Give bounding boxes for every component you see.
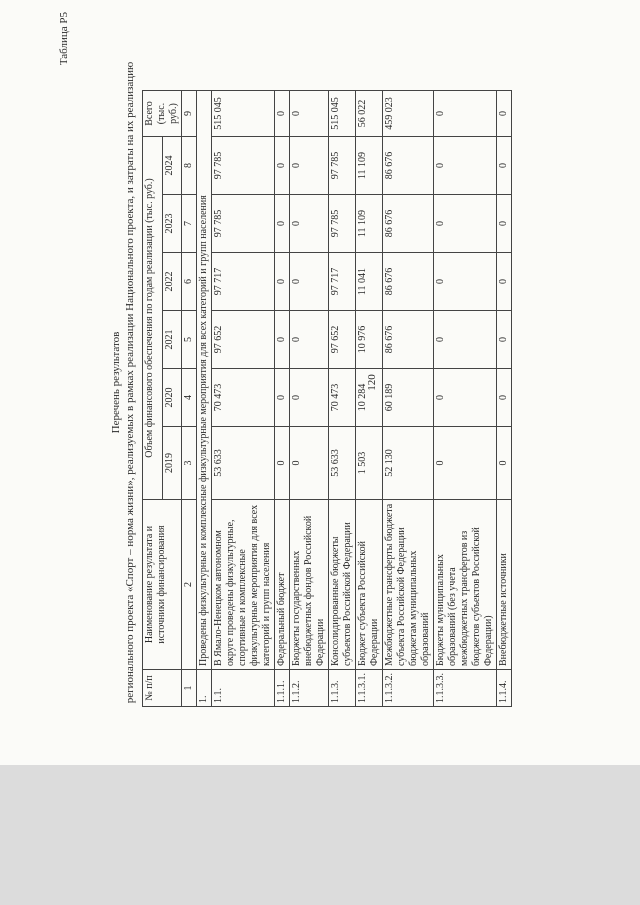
row-total: 0	[434, 91, 497, 137]
row-value: 86 676	[383, 253, 434, 311]
row-total: 0	[290, 91, 329, 137]
row-value: 11 109	[356, 195, 383, 253]
header-year: 2024	[162, 137, 182, 195]
row-value: 97 717	[212, 253, 275, 311]
row-value: 0	[434, 311, 497, 369]
row-total: 515 045	[329, 91, 356, 137]
row-value: 0	[434, 195, 497, 253]
row-value: 53 633	[212, 427, 275, 500]
row-num: 1.1.3.1.	[356, 670, 383, 707]
table-row	[329, 91, 356, 707]
row-value: 60 189	[383, 369, 434, 427]
col-number: 3	[182, 427, 197, 500]
row-total: 0	[275, 91, 290, 137]
row-value: 0	[434, 253, 497, 311]
row-value: 0	[434, 427, 497, 500]
column-numbers-row	[182, 91, 197, 707]
col-number: 1	[182, 670, 197, 707]
table-row	[290, 91, 329, 707]
section-text: Проведены физкультурные и комплексные физкультурные мероприятия для всех категорий и групп населения	[197, 91, 212, 670]
table-row	[434, 91, 497, 707]
row-total: 0	[497, 91, 512, 137]
row-value: 0	[497, 253, 512, 311]
col-number: 2	[182, 500, 197, 670]
row-value: 70 473	[212, 369, 275, 427]
row-name: В Ямало-Ненецком автономном округе проведены физкультурные, спортивные и комплексные физкультурные мероприятия для всех категорий и групп населения	[212, 500, 275, 670]
row-name: Бюджеты муниципальных образований (без учета межбюджетных трансфертов из бюджетов субъектов Российской Федерации)	[434, 500, 497, 670]
row-value: 0	[290, 369, 329, 427]
col-number: 6	[182, 253, 197, 311]
row-name: Консолидированные бюджеты субъектов Российской Федерации	[329, 500, 356, 670]
row-value: 97 652	[212, 311, 275, 369]
table-row	[497, 91, 512, 707]
header-year: 2020	[162, 369, 182, 427]
row-value: 0	[290, 427, 329, 500]
header-year: 2021	[162, 311, 182, 369]
row-value: 1 503	[356, 427, 383, 500]
row-value: 97 717	[329, 253, 356, 311]
row-name: Бюджет субъекта Российской Федерации	[356, 500, 383, 670]
row-value: 10 284	[356, 369, 383, 427]
row-value: 0	[290, 253, 329, 311]
col-number: 5	[182, 311, 197, 369]
row-value: 97 785	[212, 137, 275, 195]
col-number: 8	[182, 137, 197, 195]
row-name: Федеральный бюджет	[275, 500, 290, 670]
row-value: 0	[497, 311, 512, 369]
row-value: 0	[275, 137, 290, 195]
row-name: Внебюджетные источники	[497, 500, 512, 670]
row-num: 1.1.	[212, 670, 275, 707]
row-value: 97 785	[212, 195, 275, 253]
row-value: 0	[497, 137, 512, 195]
row-value: 0	[290, 195, 329, 253]
row-value: 86 676	[383, 311, 434, 369]
col-number: 7	[182, 195, 197, 253]
row-value: 0	[497, 369, 512, 427]
table-row	[383, 91, 434, 707]
row-value: 0	[290, 311, 329, 369]
row-value: 0	[275, 369, 290, 427]
row-value: 97 785	[329, 137, 356, 195]
row-num: 1.1.4.	[497, 670, 512, 707]
table-row	[356, 91, 383, 707]
row-value: 0	[275, 427, 290, 500]
row-value: 0	[275, 311, 290, 369]
row-value: 0	[497, 195, 512, 253]
row-value: 0	[434, 137, 497, 195]
header-funding: Объем финансового обеспечения по годам реализации (тыс. руб.)	[143, 137, 163, 500]
row-value: 86 676	[383, 195, 434, 253]
header-year: 2023	[162, 195, 182, 253]
header-year: 2019	[162, 427, 182, 500]
row-value: 11 109	[356, 137, 383, 195]
row-total: 515 045	[212, 91, 275, 137]
row-value: 0	[290, 137, 329, 195]
col-number: 9	[182, 91, 197, 137]
table-row	[275, 91, 290, 707]
header-num: № п/п	[143, 670, 182, 707]
row-num: 1.1.1.	[275, 670, 290, 707]
row-num: 1.1.3.2.	[383, 670, 434, 707]
row-value: 0	[497, 427, 512, 500]
results-table	[142, 90, 512, 707]
row-value: 97 785	[329, 195, 356, 253]
row-value: 0	[434, 369, 497, 427]
row-value: 11 041	[356, 253, 383, 311]
row-value: 86 676	[383, 137, 434, 195]
row-value: 52 130	[383, 427, 434, 500]
row-total: 56 022	[356, 91, 383, 137]
page-number: 120	[366, 374, 378, 391]
table-label: Таблица Р5	[58, 12, 70, 66]
section-row	[197, 91, 212, 707]
row-value: 0	[275, 253, 290, 311]
header-year: 2022	[162, 253, 182, 311]
row-value: 97 652	[329, 311, 356, 369]
table-row	[212, 91, 275, 707]
row-num: 1.1.2.	[290, 670, 329, 707]
row-num: 1.1.3.	[329, 670, 356, 707]
row-value: 10 976	[356, 311, 383, 369]
title-line-2: регионального проекта «Спорт – норма жизни», реализуемых в рамках реализации Национального проекта, и затраты на их реализацию	[124, 61, 136, 704]
header-total: Всего (тыс. руб.)	[143, 91, 182, 137]
row-name: Бюджеты государственных внебюджетных фондов Российской Федерации	[290, 500, 329, 670]
header-row-1	[143, 91, 163, 707]
col-number: 4	[182, 369, 197, 427]
title-line-1: Перечень результатов	[110, 331, 122, 434]
row-value: 0	[275, 195, 290, 253]
row-value: 70 473	[329, 369, 356, 427]
row-value: 53 633	[329, 427, 356, 500]
row-num: 1.1.3.3.	[434, 670, 497, 707]
row-name: Межбюджетные трансферты бюджета субъекта Российской Федерации бюджетам муниципальных образований	[383, 500, 434, 670]
header-name: Наименование результата и источники финансирования	[143, 500, 182, 670]
row-total: 459 023	[383, 91, 434, 137]
section-num: 1.	[197, 670, 212, 707]
